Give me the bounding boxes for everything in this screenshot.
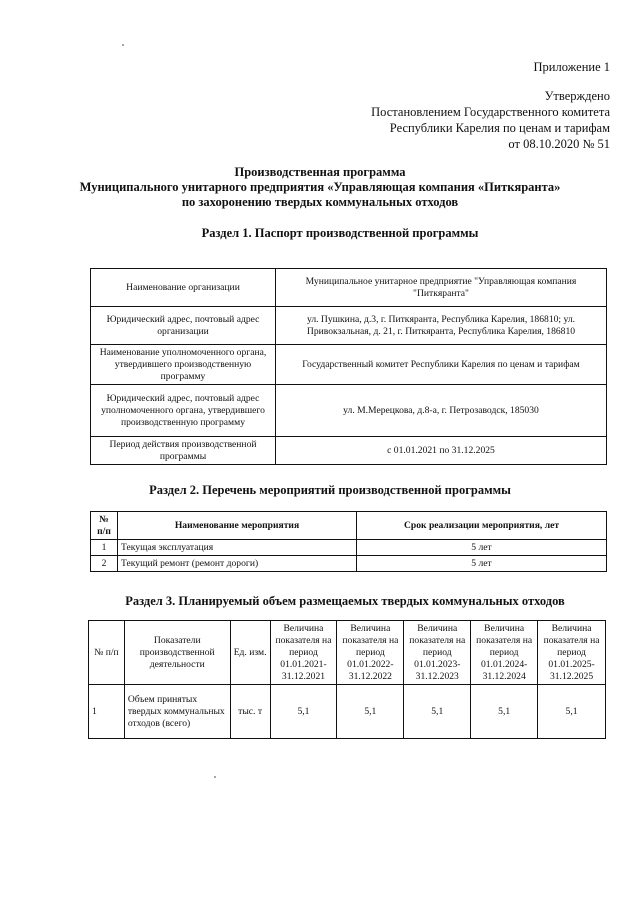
col-header-num: № п/п <box>89 621 125 685</box>
title-line-1: Производственная программа <box>234 165 406 179</box>
table-row <box>91 385 607 437</box>
approval-line-2: Постановлением Государственного комитета <box>371 105 610 119</box>
section1-heading: Раздел 1. Паспорт производственной программы <box>201 226 479 240</box>
table-header-row <box>89 621 606 685</box>
table-row <box>91 540 607 556</box>
passport-label: Наименование организации <box>91 269 276 307</box>
table-row <box>91 556 607 572</box>
passport-value: Муниципальное унитарное предприятие "Управляющая компания "Питкяранта" <box>276 269 607 307</box>
activity-num: 2 <box>91 556 118 572</box>
row-value: 5,1 <box>270 685 337 739</box>
col-header-period: Величина показателя на период 01.01.2025-31.12.2025 <box>538 621 606 685</box>
activities-table <box>90 511 607 572</box>
table-row <box>91 345 607 385</box>
activity-term: 5 лет <box>357 556 607 572</box>
passport-value: с 01.01.2021 по 31.12.2025 <box>276 437 607 465</box>
col-header-term: Срок реализации мероприятия, лет <box>357 512 607 540</box>
title-line-3: по захоронению твердых коммунальных отходов <box>181 195 459 209</box>
passport-label: Юридический адрес, почтовый адрес организации <box>91 307 276 345</box>
passport-value: ул. Пушкина, д.3, г. Питкяранта, Республика Карелия, 186810; ул. Привокзальная, д. 21, г. Питкяранта, Республика Карелия, 186810 <box>276 307 607 345</box>
passport-label: Период действия производственной программы <box>91 437 276 465</box>
col-header-indicator: Показатели производственной деятельности <box>124 621 230 685</box>
scan-speck <box>214 776 216 778</box>
row-num: 1 <box>89 685 125 739</box>
passport-label: Юридический адрес, почтовый адрес уполномоченного органа, утвердившего производственную программу <box>91 385 276 437</box>
col-header-period: Величина показателя на период 01.01.2023-31.12.2023 <box>404 621 471 685</box>
col-header-period: Величина показателя на период 01.01.2024-31.12.2024 <box>471 621 538 685</box>
col-header-name: Наименование мероприятия <box>118 512 357 540</box>
col-header-period: Величина показателя на период 01.01.2021-31.12.2021 <box>270 621 337 685</box>
appendix-label: Приложение 1 <box>533 60 610 74</box>
document-title <box>80 165 560 210</box>
table-row <box>91 307 607 345</box>
table-row <box>89 685 606 739</box>
activity-term: 5 лет <box>357 540 607 556</box>
activity-name: Текущая эксплуатация <box>118 540 357 556</box>
table-header-row <box>91 512 607 540</box>
col-header-unit: Ед. изм. <box>230 621 270 685</box>
approval-line-4: от 08.10.2020 № 51 <box>508 137 610 151</box>
approval-block <box>371 88 610 152</box>
approval-line-3: Республики Карелия по ценам и тарифам <box>389 121 610 135</box>
section3-heading: Раздел 3. Планируемый объем размещаемых твердых коммунальных отходов <box>125 594 565 608</box>
row-value: 5,1 <box>471 685 538 739</box>
passport-table <box>90 268 607 465</box>
row-unit: тыс. т <box>230 685 270 739</box>
row-value: 5,1 <box>538 685 606 739</box>
passport-value: Государственный комитет Республики Карелия по ценам и тарифам <box>276 345 607 385</box>
scan-speck <box>122 44 124 46</box>
table-row <box>91 437 607 465</box>
section2-heading: Раздел 2. Перечень мероприятий производственной программы <box>149 483 511 497</box>
col-header-period: Величина показателя на период 01.01.2022-31.12.2022 <box>337 621 404 685</box>
volume-table <box>88 620 606 739</box>
activity-num: 1 <box>91 540 118 556</box>
passport-value: ул. М.Мерецкова, д.8-а, г. Петрозаводск, 185030 <box>276 385 607 437</box>
row-value: 5,1 <box>337 685 404 739</box>
activity-name: Текущий ремонт (ремонт дороги) <box>118 556 357 572</box>
title-line-2: Муниципального унитарного предприятия «Управляющая компания «Питкяранта» <box>79 180 561 194</box>
row-indicator: Объем принятых твердых коммунальных отходов (всего) <box>124 685 230 739</box>
approval-approved: Утверждено <box>544 89 610 103</box>
table-row <box>91 269 607 307</box>
row-value: 5,1 <box>404 685 471 739</box>
col-header-num: № п/п <box>91 512 118 540</box>
passport-label: Наименование уполномоченного органа, утвердившего производственную программу <box>91 345 276 385</box>
